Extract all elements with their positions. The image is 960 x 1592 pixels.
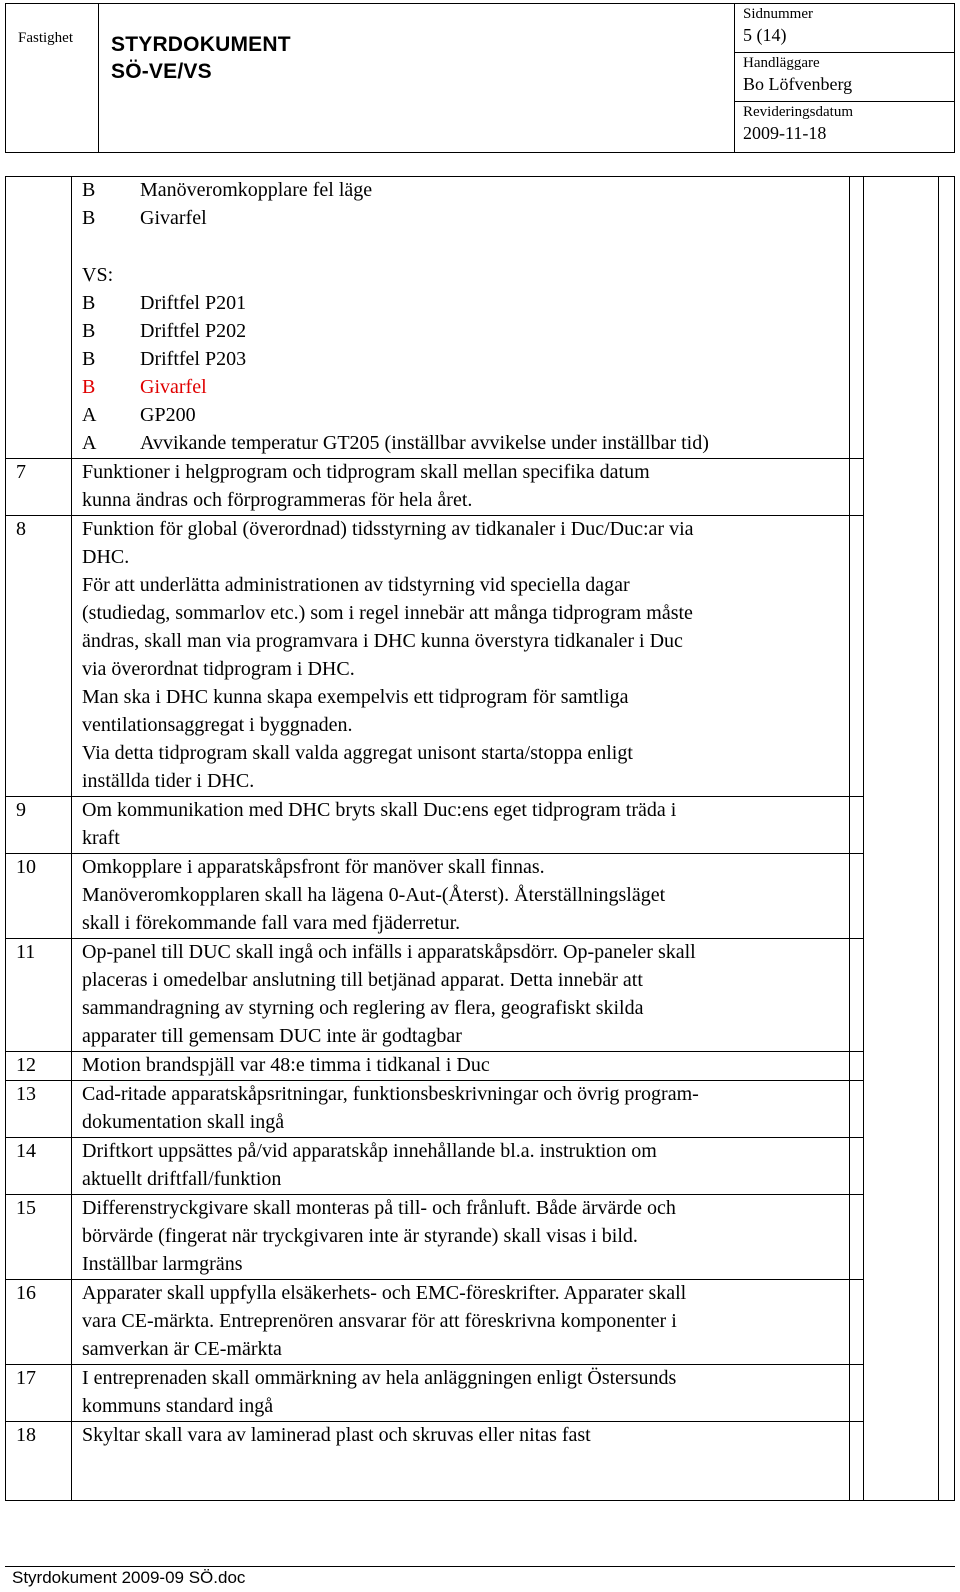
requirement-number: 17 — [16, 1367, 36, 1389]
requirement-number: 15 — [16, 1197, 36, 1219]
requirement-line: Differenstryckgivare skall monteras på till- och frånluft. Både ärvärde och — [82, 1197, 676, 1219]
alarm-text: Givarfel — [140, 207, 207, 229]
footer-divider — [5, 1566, 955, 1567]
page-number-label: Sidnummer — [743, 6, 813, 22]
requirement-line: Omkopplare i apparatskåpsfront för manöver skall finnas. — [82, 856, 545, 878]
requirement-line: skall i förekommande fall vara med fjäderretur. — [82, 912, 461, 934]
requirement-number: 8 — [16, 518, 26, 540]
requirement-line: placeras i omedelbar anslutning till betjänad apparat. Detta innebär att — [82, 969, 643, 991]
requirement-line: apparater till gemensam DUC inte är godtagbar — [82, 1025, 462, 1047]
header-title-cell — [99, 4, 735, 152]
requirement-number: 10 — [16, 856, 36, 878]
alarm-text: Manöveromkopplare fel läge — [140, 179, 373, 201]
requirement-line: I entreprenaden skall ommärkning av hela anläggningen enligt Östersunds — [82, 1367, 677, 1389]
requirement-line: kraft — [82, 827, 120, 849]
vs-alarm-prio: B — [82, 320, 96, 342]
requirement-number: 14 — [16, 1140, 36, 1162]
vs-alarm-prio: B — [82, 292, 96, 314]
requirement-line: Skyltar skall vara av laminerad plast och skruvas eller nitas fast — [82, 1424, 591, 1446]
requirement-line: samverkan är CE-märkta — [82, 1338, 282, 1360]
requirement-line: ventilationsaggregat i byggnaden. — [82, 714, 353, 736]
vs-alarm-prio: A — [82, 404, 97, 426]
requirement-line: börvärde (fingerat när tryckgivaren inte är styrande) skall visas i bild. — [82, 1225, 638, 1247]
requirement-line: vara CE-märkta. Entreprenören ansvarar för att föreskrivna komponenter i — [82, 1310, 677, 1332]
requirement-line: Cad-ritade apparatskåpsritningar, funktionsbeskrivningar och övrig program- — [82, 1083, 699, 1105]
org-label: Fastighet — [18, 30, 73, 46]
revision-date-value: 2009-11-18 — [743, 123, 827, 143]
document-title: STYRDOKUMENT — [111, 33, 291, 56]
page-number-field — [735, 4, 954, 53]
requirement-number: 16 — [16, 1282, 36, 1304]
column-divider-check-1 — [849, 177, 850, 1500]
requirement-line: Funktioner i helgprogram och tidprogram skall mellan specifika datum — [82, 461, 650, 483]
vs-alarm-text: Givarfel — [140, 376, 207, 398]
vs-alarm-prio: B — [82, 376, 96, 398]
requirement-line: Via detta tidprogram skall valda aggregat unisont starta/stoppa enligt — [82, 742, 633, 764]
requirement-line: via överordnat tidprogram i DHC. — [82, 658, 355, 680]
vs-heading: VS: — [82, 264, 114, 286]
header-org-cell — [6, 4, 99, 152]
requirement-line: dokumentation skall ingå — [82, 1111, 285, 1133]
vs-alarm-text: Driftfel P203 — [140, 348, 247, 370]
vs-alarm-prio: B — [82, 348, 96, 370]
document-subtitle: SÖ-VE/VS — [111, 60, 212, 83]
requirement-line: Driftkort uppsättes på/vid apparatskåp innehållande bl.a. instruktion om — [82, 1140, 657, 1162]
vs-alarm-text: Driftfel P202 — [140, 320, 247, 342]
revision-date-field — [735, 102, 954, 152]
alarm-prio: B — [82, 207, 96, 229]
requirement-line: Man ska i DHC kunna skapa exempelvis ett tidprogram för samtliga — [82, 686, 629, 708]
vs-alarm-prio: A — [82, 432, 97, 454]
requirement-line: DHC. — [82, 546, 130, 568]
requirement-line: inställda tider i DHC. — [82, 770, 255, 792]
requirement-line: Om kommunikation med DHC bryts skall Duc:ens eget tidprogram träda i — [82, 799, 677, 821]
requirement-number: 7 — [16, 461, 26, 483]
requirement-line: Op-panel till DUC skall ingå och infälls i apparatskåpsdörr. Op-paneler skall — [82, 941, 696, 963]
revision-date-label: Revideringsdatum — [743, 104, 853, 120]
requirement-line: Manöveromkopplaren skall ha lägena 0-Aut-(Återst). Återställningsläget — [82, 884, 666, 906]
requirement-line: kommuns standard ingå — [82, 1395, 274, 1417]
alarm-prio: B — [82, 179, 96, 201]
requirement-number: 11 — [16, 941, 36, 963]
column-divider-check-3 — [938, 177, 939, 1500]
document-header — [5, 3, 955, 153]
handler-label: Handläggare — [743, 55, 820, 71]
header-meta-cell — [735, 4, 954, 152]
requirement-number: 13 — [16, 1083, 36, 1105]
requirement-line: Motion brandspjäll var 48:e timma i tidkanal i Duc — [82, 1054, 490, 1076]
requirement-line: aktuellt driftfall/funktion — [82, 1168, 282, 1190]
requirement-number: 12 — [16, 1054, 36, 1076]
handler-field — [735, 53, 954, 102]
requirement-line: Funktion för global (överordnad) tidsstyrning av tidkanaler i Duc/Duc:ar via — [82, 518, 694, 540]
requirement-line: (studiedag, sommarlov etc.) som i regel innebär att många tidprogram måste — [82, 602, 693, 624]
column-divider-number — [71, 177, 72, 1500]
requirement-number: 9 — [16, 799, 26, 821]
requirement-number: 18 — [16, 1424, 36, 1446]
requirement-line: Inställbar larmgräns — [82, 1253, 243, 1275]
page-number-value: 5 (14) — [743, 25, 787, 45]
requirement-line: För att underlätta administrationen av tidstyrning vid speciella dagar — [82, 574, 630, 596]
column-divider-check-2 — [863, 177, 864, 1500]
vs-alarm-text: Driftfel P201 — [140, 292, 247, 314]
requirements-table — [5, 176, 955, 1501]
requirement-line: sammandragning av styrning och reglering av flera, geografiskt skilda — [82, 997, 644, 1019]
requirement-line: ändras, skall man via programvara i DHC kunna överstyra tidkanaler i Duc — [82, 630, 683, 652]
footer-filename: Styrdokument 2009-09 SÖ.doc — [12, 1568, 246, 1587]
vs-alarm-text: Avvikande temperatur GT205 (inställbar avvikelse under inställbar tid) — [140, 432, 709, 454]
requirement-line: Apparater skall uppfylla elsäkerhets- och EMC-föreskrifter. Apparater skall — [82, 1282, 687, 1304]
requirement-line: kunna ändras och förprogrammeras för hela året. — [82, 489, 473, 511]
handler-value: Bo Löfvenberg — [743, 74, 853, 94]
vs-alarm-text: GP200 — [140, 404, 196, 426]
